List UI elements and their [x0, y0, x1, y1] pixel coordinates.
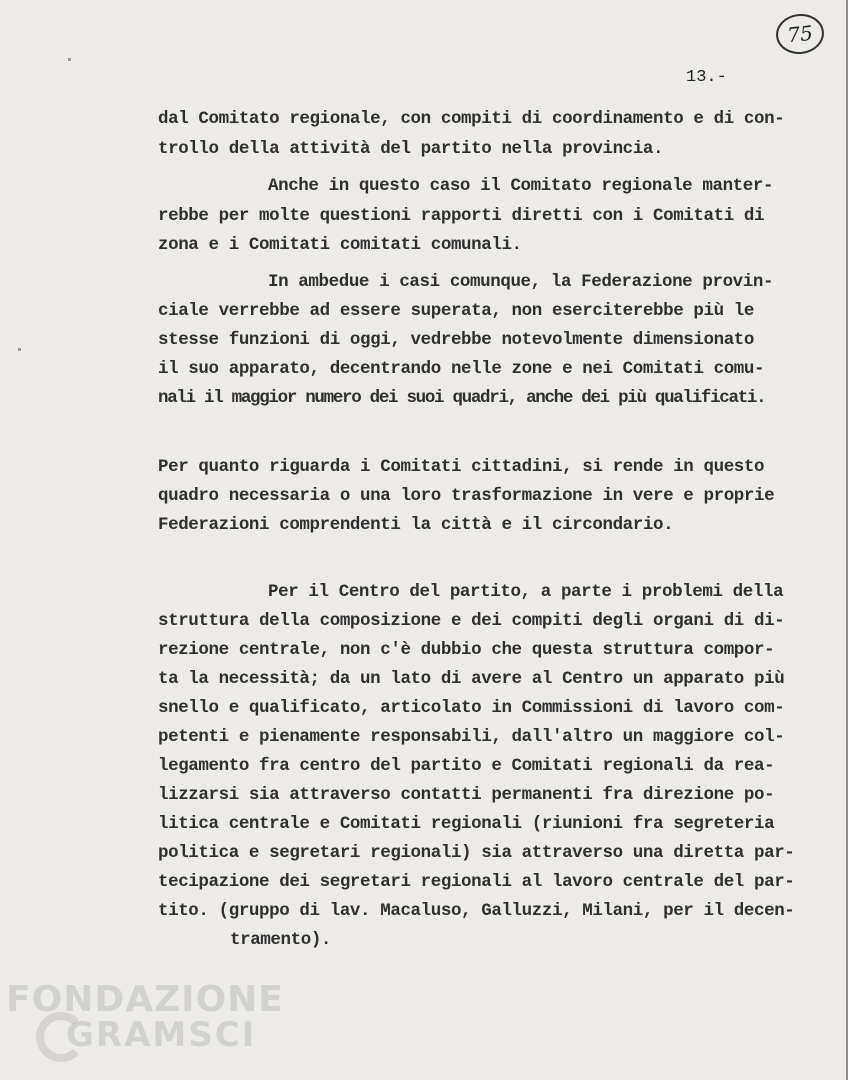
text-line: Per quanto riguarda i Comitati cittadini, si rende in questo	[158, 457, 765, 477]
text-line: rebbe per molte questioni rapporti diretti con i Comitati di	[158, 206, 765, 226]
text-line: tito. (gruppo di lav. Macaluso, Galluzzi, Milani, per il decen-	[158, 901, 795, 921]
margin-mark	[68, 58, 71, 61]
page-number: 13.-	[686, 68, 727, 87]
watermark-line: FONDAZIONE	[6, 979, 284, 1020]
text-line: lizzarsi sia attraverso contatti permanenti fra direzione po-	[158, 785, 775, 805]
text-line: zona e i Comitati comitati comunali.	[158, 235, 522, 255]
watermark-line: GRAMSCI	[66, 1015, 257, 1055]
text-line: rezione centrale, non c'è dubbio che questa struttura compor-	[158, 640, 775, 660]
text-line: quadro necessaria o una loro trasformazione in vere e proprie	[158, 486, 775, 506]
text-line: Per il Centro del partito, a parte i problemi della	[268, 582, 784, 602]
text-line: litica centrale e Comitati regionali (riunioni fra segreteria	[158, 814, 775, 834]
text-line: il suo apparato, decentrando nelle zone e nei Comitati comu-	[158, 359, 765, 379]
text-line: nali il maggior numero dei suoi quadri, anche dei più qualificati.	[158, 388, 766, 408]
text-line: tramento).	[230, 930, 332, 950]
text-line: snello e qualificato, articolato in Commissioni di lavoro com-	[158, 698, 785, 718]
text-line: Anche in questo caso il Comitato regionale manter-	[268, 176, 774, 196]
margin-mark	[18, 348, 21, 351]
text-line: tecipazione dei segretari regionali al lavoro centrale del par-	[158, 872, 795, 892]
text-line: Federazioni comprendenti la città e il circondario.	[158, 515, 674, 535]
watermark	[6, 979, 284, 1055]
text-line: petenti e pienamente responsabili, dall'altro un maggiore col-	[158, 727, 785, 747]
text-line: trollo della attività del partito nella provincia.	[158, 139, 664, 159]
text-line: ta la necessità; da un lato di avere al Centro un apparato più	[158, 669, 785, 689]
text-line: dal Comitato regionale, con compiti di coordinamento e di con-	[158, 109, 785, 129]
text-line: stesse funzioni di oggi, vedrebbe notevolmente dimensionato	[158, 330, 755, 350]
text-line: ciale verrebbe ad essere superata, non eserciterebbe più le	[158, 301, 755, 321]
text-line: politica e segretari regionali) sia attraverso una diretta par-	[158, 843, 795, 863]
text-line: struttura della composizione e dei compiti degli organi di di-	[158, 611, 785, 631]
text-line: legamento fra centro del partito e Comitati regionali da rea-	[158, 756, 775, 776]
text-line: In ambedue i casi comunque, la Federazione provin-	[268, 272, 774, 292]
handwritten-page-annotation: 75	[774, 12, 826, 57]
